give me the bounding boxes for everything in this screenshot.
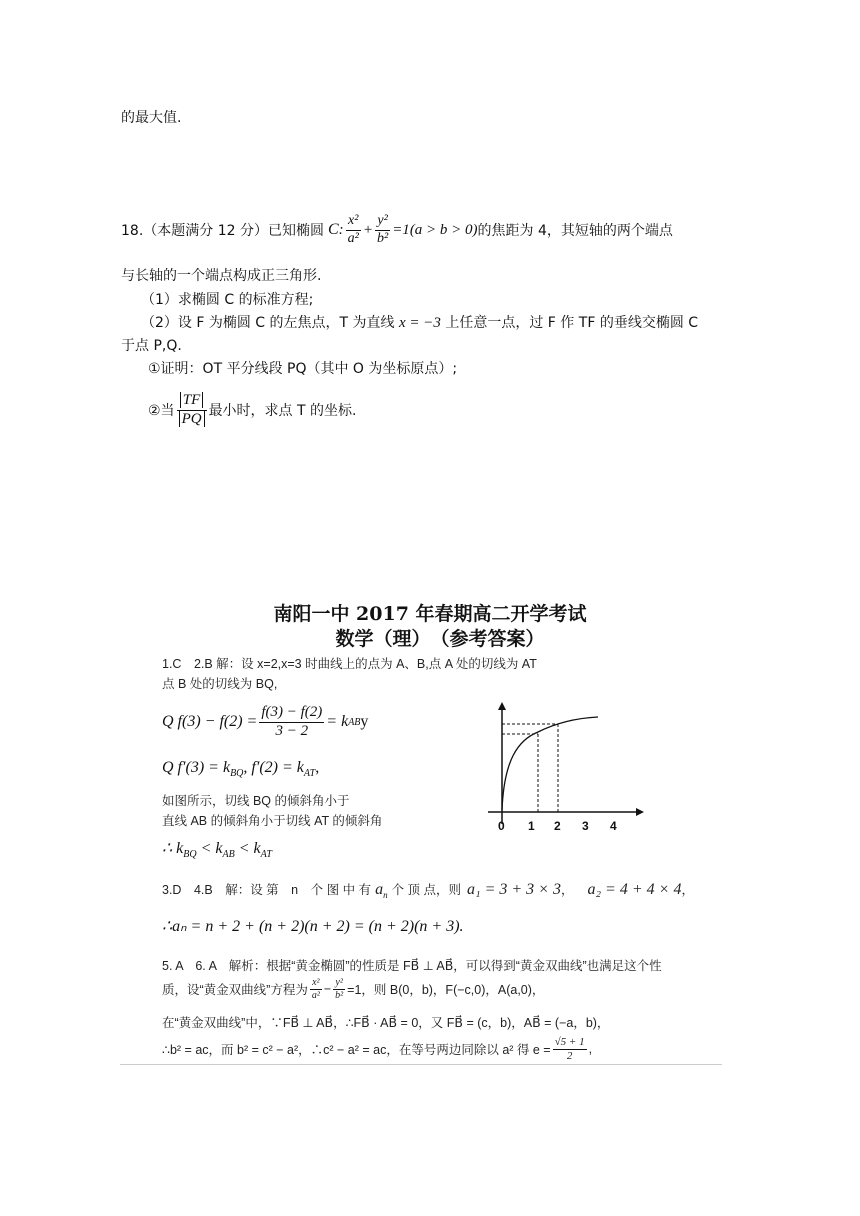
answer-5-line2: 质，设“黄金双曲线”方程为 $\frac{\text{x²}}{\text{a²}}$ − $\frac{\text{y²}}{\text{b²}}$ =1，则 B(0，b)，F(−c,0)，A(a,0)， xyxy=(162,977,545,1001)
frac-tf-pq: $\frac{TF}{PQ}$ xyxy=(177,392,207,428)
frac-y2-b2: $\frac{\text{y²}}{\text{b²}}$ xyxy=(376,213,389,246)
answer-3-line2: ∴aₙ = n + 2 + (n + 2)(n + 2) = (n + 2)(n + 3). xyxy=(162,918,464,935)
q18-sub2: ②当 $\frac{TF}{PQ}$ 最小时，求点 T 的坐标. xyxy=(148,392,357,427)
tick-2: 2 xyxy=(554,819,561,833)
question-18-line1: 18.（本题满分 12 分）已知椭圆 C : $\frac{\text{x²}}{\text{a²}}$ + $\frac{\text{y²}}{\text{b²}}$ =1 (a > b > 0) 的焦距为 4，其短轴的两个端点 xyxy=(121,213,673,246)
answer-1-line1: 1.C 2.B 解：设 x=2,x=3 时曲线上的点为 A、B,点 A 处的切线为 AT xyxy=(162,657,537,671)
x-axis-arrow xyxy=(636,808,644,816)
q18-part2-line2: 于点 P,Q. xyxy=(121,338,182,354)
answer-1-line4: 直线 AB 的倾斜角小于切线 AT 的倾斜角 xyxy=(162,814,383,828)
eq-slope-ab: Q f(3) − f(2) = $\frac{f(3) - f(2)}{3 - 2}$ = k AB y xyxy=(162,704,369,739)
tick-3: 3 xyxy=(582,819,589,833)
curve-graph xyxy=(478,700,648,840)
q18-suffix: 的焦距为 4，其短轴的两个端点 xyxy=(477,223,673,239)
q18-part2: （2）设 F 为椭圆 C 的左焦点，T 为直线 x = −3 上任意一点，过 F 作 TF 的垂线交椭圆 C xyxy=(141,315,699,331)
answer-1-line2: 点 B 处的切线为 BQ, xyxy=(162,677,278,691)
text-max-value: 的最大值. xyxy=(121,110,182,126)
tick-4: 4 xyxy=(610,819,617,833)
q18-sub1: ①证明：OT 平分线段 PQ（其中 O 为坐标原点）; xyxy=(148,361,458,377)
slope-conclusion: ∴ $k_{BQ} < k_{AB} < k_{AT}$ xyxy=(162,840,272,861)
answer-title: 南阳一中 2017 年春期高二开学考试 xyxy=(273,603,587,625)
answer-1-line3: 如图所示，切线 BQ 的倾斜角小于 xyxy=(162,794,350,808)
answer-5-line1: 5. A 6. A 解析：根据“黄金椭圆”的性质是 FB⃗ ⊥ AB⃗，可以得到“黄金双曲线”也满足这个性 xyxy=(162,959,662,973)
eq-derivatives: Q $f'(3) = k_{BQ}$, $f'(2) = k_{AT}$, xyxy=(162,759,320,780)
answer-5-line4: ∴b² = ac，而 b² = c² − a²，∴c² − a² = ac，在等号两边同除以 a² 得 e = $\frac{√5 + 1}{2}$ , xyxy=(162,1035,593,1062)
tick-1: 1 xyxy=(528,819,535,833)
eq-rhs: =1 xyxy=(392,221,410,238)
ellipse-c: C xyxy=(327,221,339,238)
curve-path xyxy=(502,717,598,810)
tick-0: 0 xyxy=(498,819,505,833)
answer-3-line1: 3.D 4.B 解：设 第 n 个 图 中 有 $a_n$ 个 顶 点，则 a₁ = 3 + 3 × 3 ， a₂ = 4 + 4 × 4 ， xyxy=(162,881,694,901)
eq-cond: (a > b > 0) xyxy=(409,221,478,238)
answer-5-line3: 在“黄金双曲线”中，∵FB⃗ ⊥ AB⃗，∴FB⃗ · AB⃗ = 0，又 FB⃗ = (c，b)，AB⃗ = (−a，b)， xyxy=(162,1016,610,1030)
y-axis-arrow xyxy=(498,702,506,710)
line-x-eq: x = −3 xyxy=(399,315,441,331)
q18-prefix: 18.（本题满分 12 分）已知椭圆 xyxy=(121,223,324,239)
answer-subtitle: 数学（理） （参考答案） xyxy=(335,628,545,650)
q18-part1: （1）求椭圆 C 的标准方程; xyxy=(141,292,314,308)
frac-x2-a2: $\frac{\text{x²}}{\text{a²}}$ xyxy=(347,213,359,246)
question-18-line2: 与长轴的一个端点构成正三角形. xyxy=(121,268,322,284)
bottom-rule xyxy=(120,1064,722,1065)
